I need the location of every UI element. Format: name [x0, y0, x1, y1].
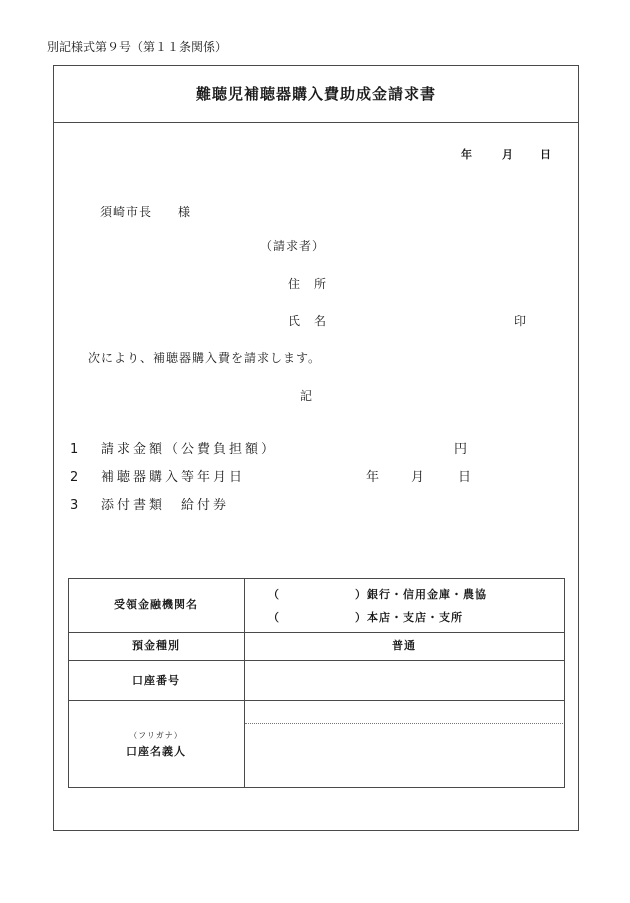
- item-2-number: 2: [70, 470, 82, 485]
- item-3-number: 3: [70, 498, 82, 513]
- account-holder-label: 口座名義人: [126, 745, 186, 758]
- bank-close-paren: ）: [355, 588, 367, 601]
- form-title: 難聴児補聴器購入費助成金請求書: [195, 85, 436, 103]
- item-1-number: 1: [70, 442, 82, 457]
- date-year-label: 年: [461, 148, 472, 161]
- branch-close-paren: ）: [355, 611, 367, 624]
- item-1-label: 請求金額（公費負担額）: [101, 442, 278, 457]
- deposit-type-label: 預金種別: [132, 639, 180, 652]
- request-statement: 次により、補聴器購入費を請求します。: [88, 351, 322, 365]
- item-2-day: 日: [458, 470, 475, 485]
- bank-table-row-divider: [68, 700, 564, 701]
- bank-types: 銀行・信用金庫・農協: [367, 588, 487, 601]
- bank-table-row-divider: [68, 632, 564, 633]
- claimant-label: （請求者）: [260, 239, 326, 253]
- item-1-yen: 円: [454, 442, 471, 457]
- furigana-label: （フリガナ）: [129, 731, 183, 740]
- addressee: 須崎市長 様: [100, 205, 192, 219]
- account-number-label: 口座番号: [132, 674, 180, 687]
- deposit-type-value: 普通: [392, 639, 416, 652]
- date-day-label: 日: [540, 148, 551, 161]
- title-divider: [53, 122, 578, 123]
- item-2-year: 年: [366, 470, 383, 485]
- item-3-label: 添付書類 給付券: [101, 498, 230, 513]
- furigana-divider: [245, 723, 563, 724]
- date-month-label: 月: [502, 148, 513, 161]
- form-number-note: 別記様式第９号（第１１条関係）: [47, 40, 228, 54]
- bank-table-column-divider: [244, 578, 245, 787]
- branch-open-paren: （: [268, 611, 280, 624]
- bank-open-paren: （: [268, 588, 280, 601]
- bank-table-row-divider: [68, 660, 564, 661]
- name-label: 氏 名: [288, 314, 328, 328]
- item-2-label: 補聴器購入等年月日: [101, 470, 246, 485]
- branch-types: 本店・支店・支所: [367, 611, 463, 624]
- seal-mark: 印: [514, 314, 528, 328]
- address-label: 住 所: [288, 277, 328, 291]
- institution-label: 受領金融機関名: [114, 598, 198, 611]
- item-2-month: 月: [411, 470, 428, 485]
- ki-heading: 記: [300, 389, 314, 403]
